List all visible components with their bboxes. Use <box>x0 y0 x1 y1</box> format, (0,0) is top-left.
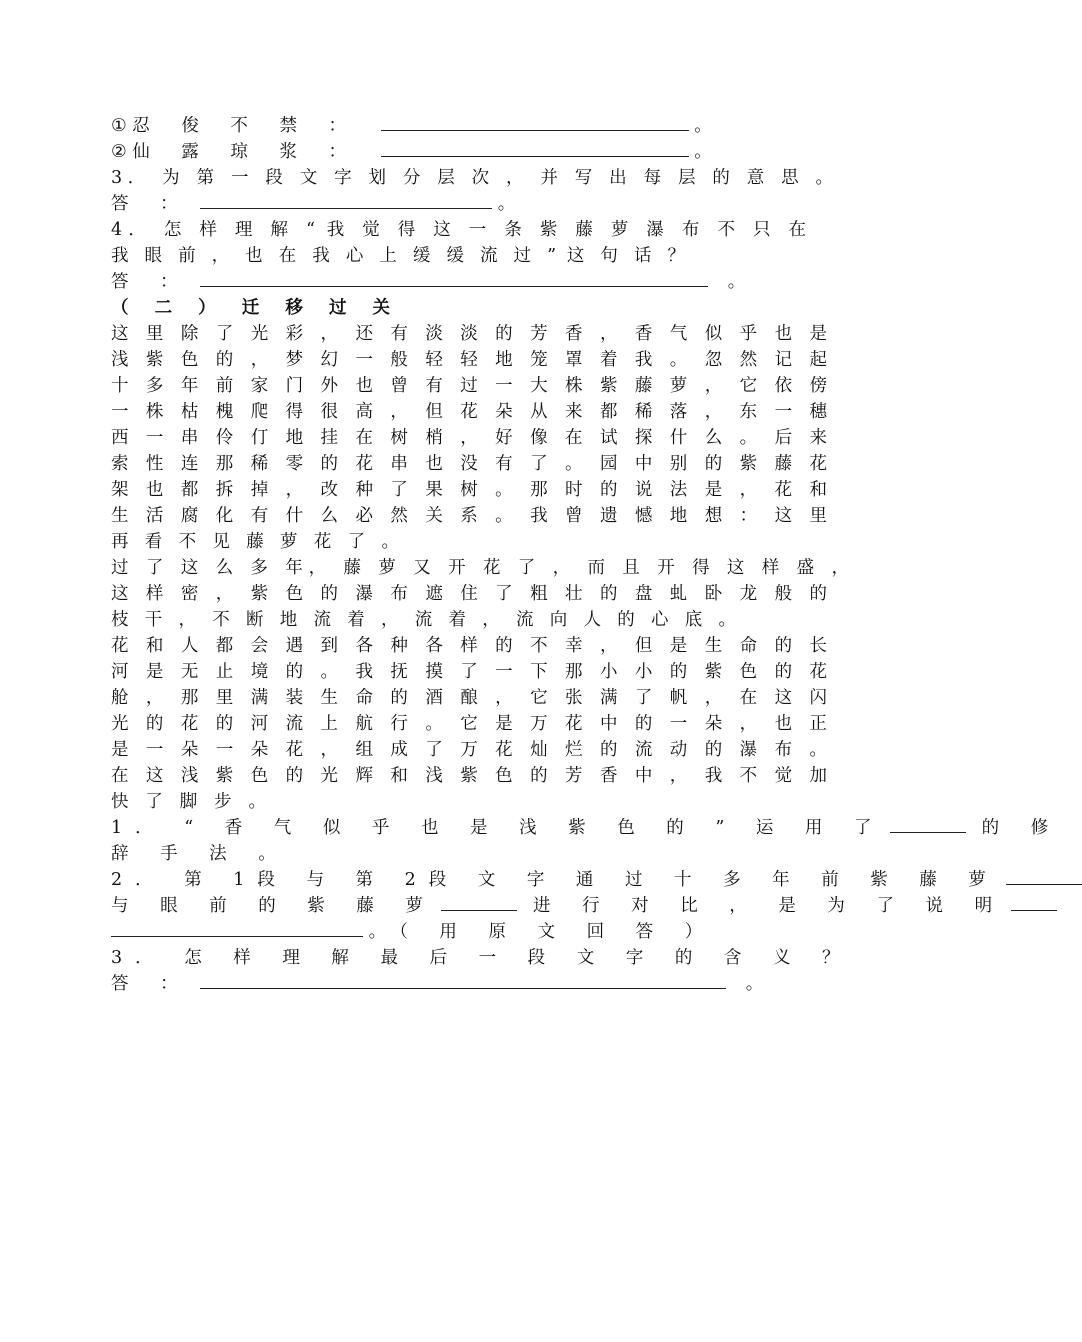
question-text: 与 眼 前 的 紫 藤 萝 <box>111 896 436 916</box>
passage-line: 生 活 腐 化 有 什 么 必 然 关 系 。 我 曾 遗 憾 地 想 ： 这 里 <box>111 506 827 526</box>
vocab-term: 仙 露 琼 浆 ： <box>132 142 360 162</box>
line-end: 。 <box>694 116 712 136</box>
question-text: 1． “ 香 气 似 乎 也 是 浅 紫 色 的 ” 运 用 了 <box>111 818 885 838</box>
answer-blank[interactable] <box>200 272 708 287</box>
passage-line: 是 一 朵 一 朵 花 ， 组 成 了 万 花 灿 烂 的 流 动 的 瀑 布 。 <box>111 740 827 760</box>
answer-blank[interactable] <box>381 116 689 131</box>
answer-blank[interactable] <box>200 974 726 989</box>
question-text: 。（ 用 原 文 回 答 ） <box>368 922 716 942</box>
answer-blank[interactable] <box>890 818 966 833</box>
passage-line: 在 这 浅 紫 色 的 光 辉 和 浅 紫 色 的 芳 香 中 ， 我 不 觉 加 <box>111 766 827 786</box>
question-2-3: 3． 怎 样 理 解 最 后 一 段 文 字 的 含 义 ？ <box>111 948 853 968</box>
question-2-1 <box>111 817 1061 839</box>
answer-blank[interactable] <box>1011 896 1057 911</box>
answer-label: 答 ： <box>111 974 191 994</box>
passage-line: 索 性 连 那 稀 零 的 花 串 也 没 有 了 。 园 中 别 的 紫 藤 花 <box>111 454 827 474</box>
question-2-1-line2: 辞 手 法 。 <box>111 844 289 864</box>
passage-line: 河 是 无 止 境 的 。 我 抚 摸 了 一 下 那 小 小 的 紫 色 的 花 <box>111 662 827 682</box>
answer-label: 答 ： <box>111 272 191 292</box>
vocab-marker: ② <box>111 142 127 162</box>
question-text: 进 行 对 比 ， 是 为 了 说 明 <box>533 896 1006 916</box>
line-end: 。 <box>727 272 746 292</box>
line-end: 。 <box>497 194 516 214</box>
question-3-answer <box>111 193 515 215</box>
passage-line: 舱 ， 那 里 满 装 生 命 的 酒 酿 ， 它 张 满 了 帆 ， 在 这 闪 <box>111 688 827 708</box>
question-3: 3． 为 第 一 段 文 字 划 分 层 次 ， 并 写 出 每 层 的 意 思 。 <box>111 168 833 188</box>
question-text: 的 修 <box>981 818 1062 838</box>
question-2-2-line2 <box>111 895 1057 917</box>
passage-line: 再 看 不 见 藤 萝 花 了 。 <box>111 532 399 552</box>
passage-line: 西 一 串 伶 仃 地 挂 在 树 梢 ， 好 像 在 试 探 什 么 。 后 来 <box>111 428 827 448</box>
answer-blank[interactable] <box>381 142 689 157</box>
question-2-2-line3 <box>111 921 715 943</box>
answer-blank[interactable] <box>200 194 492 209</box>
passage-line: 一 株 枯 槐 爬 得 很 高 ， 但 花 朵 从 来 都 稀 落 ， 东 一 穗 <box>111 402 827 422</box>
question-4-line2: 我 眼 前 ， 也 在 我 心 上 缓 缓 流 过 ” 这 句 话 ？ <box>111 246 685 266</box>
question-text: 2． 第 1段 与 第 2段 文 字 通 过 十 多 年 前 紫 藤 萝 <box>111 870 999 890</box>
line-end: 。 <box>694 142 712 162</box>
answer-label: 答 ： <box>111 194 191 214</box>
passage-line: 这 里 除 了 光 彩 ， 还 有 淡 淡 的 芳 香 ， 香 气 似 乎 也 是 <box>111 324 827 344</box>
question-2-3-answer <box>111 973 763 995</box>
answer-blank[interactable] <box>111 922 363 937</box>
passage-line: 快 了 脚 步 。 <box>111 792 266 812</box>
passage-line: 架 也 都 拆 掉 ， 改 种 了 果 树 。 那 时 的 说 法 是 ， 花 和 <box>111 480 827 500</box>
answer-blank[interactable] <box>441 896 517 911</box>
vocab-item-2 <box>111 141 712 163</box>
passage-line: 过 了 这 么 多 年， 藤 萝 又 开 花 了 ， 而 且 开 得 这 样 盛 ， <box>111 558 849 578</box>
vocab-marker: ① <box>111 116 127 136</box>
passage-line: 花 和 人 都 会 遇 到 各 种 各 样 的 不 幸 ， 但 是 生 命 的 长 <box>111 636 827 656</box>
passage-line: 十 多 年 前 家 门 外 也 曾 有 过 一 大 株 紫 藤 萝 ， 它 依 傍 <box>111 376 827 396</box>
passage-line: 枝 干 ， 不 断 地 流 着 ， 流 着 ， 流 向 人 的 心 底 。 <box>111 610 736 630</box>
passage-line: 这 样 密 ， 紫 色 的 瀑 布 遮 住 了 粗 壮 的 盘 虬 卧 龙 般 的 <box>111 584 827 604</box>
question-4-line1: 4． 怎 样 理 解 “ 我 觉 得 这 一 条 紫 藤 萝 瀑 布 不 只 在 <box>111 220 806 240</box>
section-heading: （ 二 ） 迁 移 过 关 <box>111 298 401 318</box>
passage-line: 光 的 花 的 河 流 上 航 行 。 它 是 万 花 中 的 一 朵 ， 也 正 <box>111 714 827 734</box>
question-4-answer <box>111 271 745 293</box>
question-2-2 <box>111 869 1082 891</box>
vocab-term: 忍 俊 不 禁 ： <box>132 116 360 136</box>
line-end: 。 <box>745 974 764 994</box>
answer-blank[interactable] <box>1006 870 1082 885</box>
vocab-item-1 <box>111 115 712 137</box>
passage-line: 浅 紫 色 的 ， 梦 幻 一 般 轻 轻 地 笼 罩 着 我 。 忽 然 记 起 <box>111 350 827 370</box>
